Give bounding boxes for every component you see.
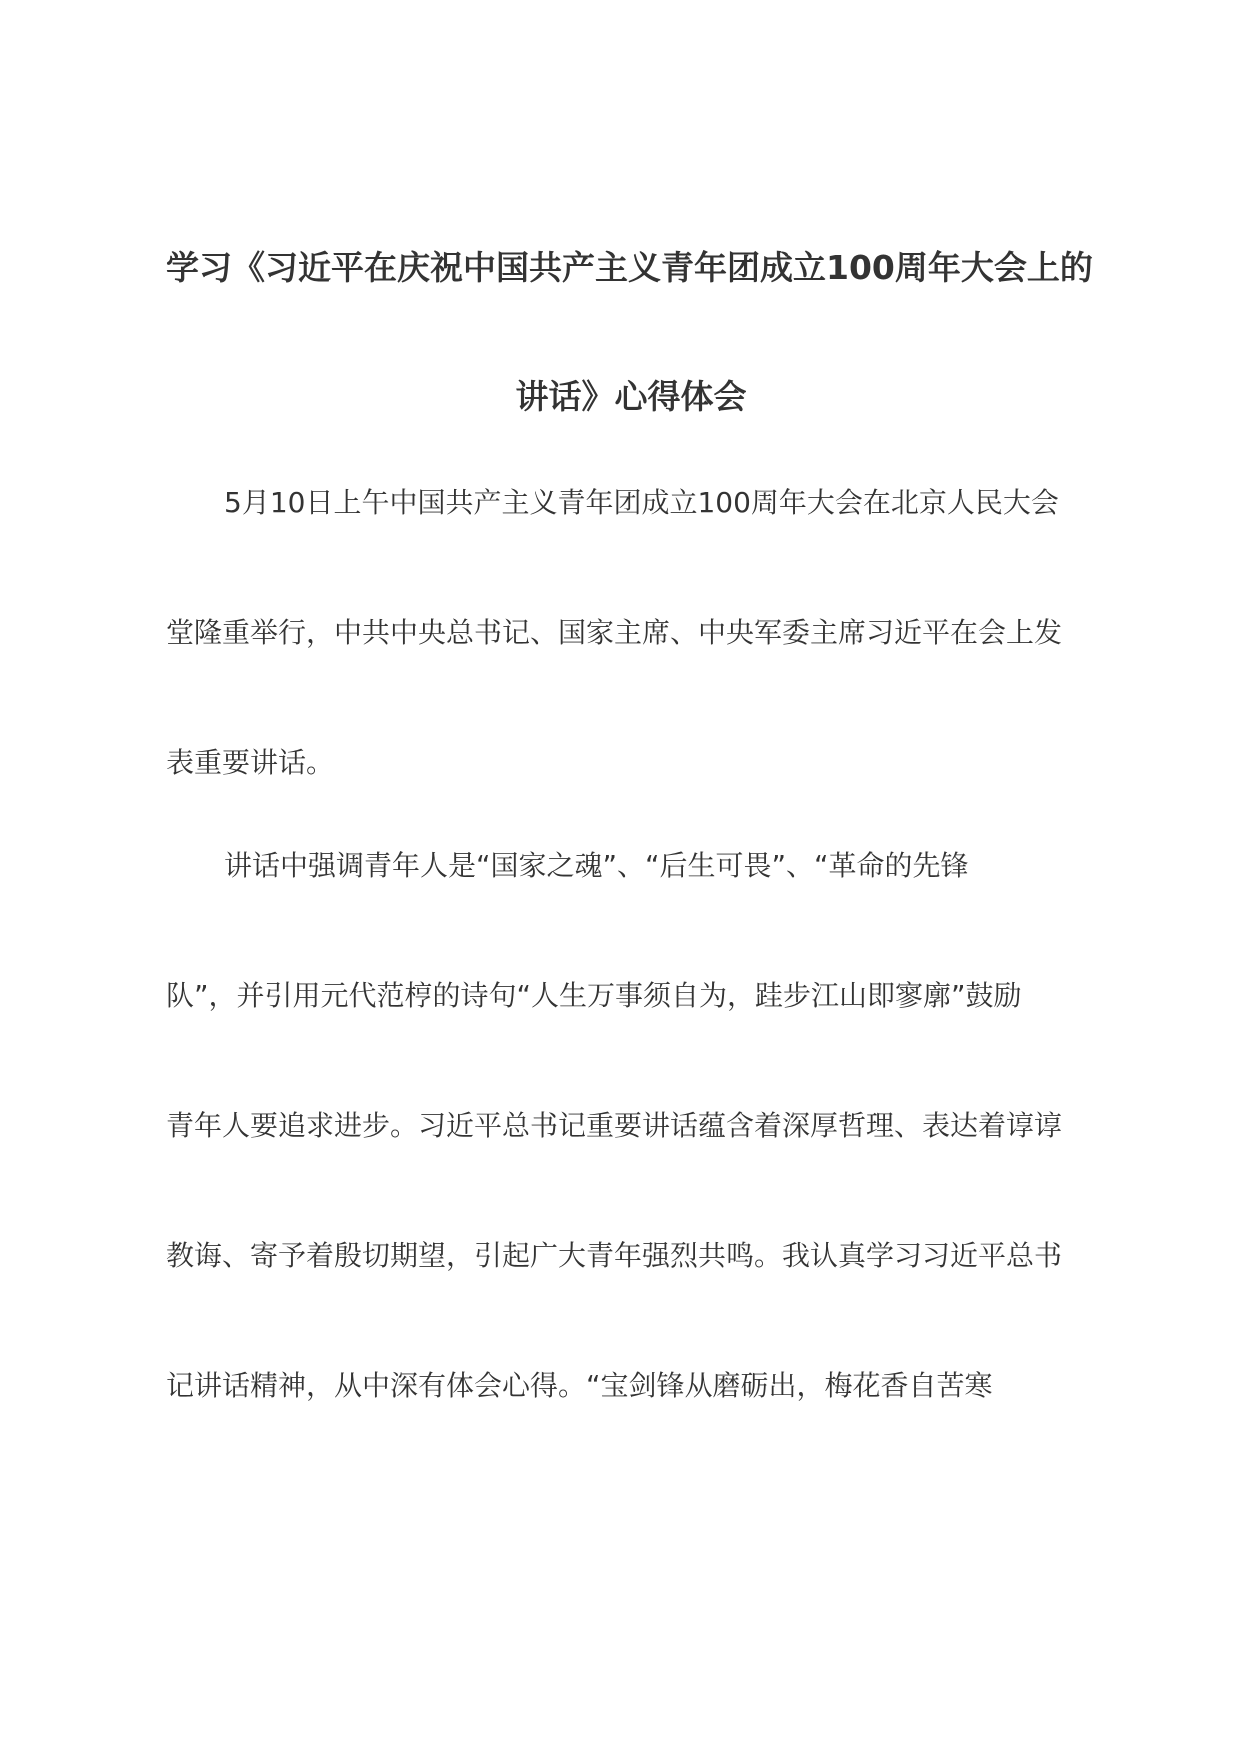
document-title-line-1: 学习《习近平在庆祝中国共产主义青年团成立100周年大会上的 [166,248,1093,287]
paragraph-2-line-5: 记讲话精神，从中深有体会心得。“宝剑锋从磨砺出，梅花香自苦寒 [166,1369,993,1402]
paragraph-2-line-2: 队”，并引用元代范梈的诗句“人生万事须自为，跬步江山即寥廓”鼓励 [166,979,1022,1012]
paragraph-1-line-3: 表重要讲话。 [166,746,335,779]
paragraph-2-line-4: 教诲、寄予着殷切期望，引起广大青年强烈共鸣。我认真学习习近平总书 [166,1239,1063,1272]
paragraph-1-line-1: 5月10日上午中国共产主义青年团成立100周年大会在北京人民大会 [224,486,1059,519]
paragraph-1-line-2: 堂隆重举行，中共中央总书记、国家主席、中央军委主席习近平在会上发 [166,616,1063,649]
document-title-line-2: 讲话》心得体会 [515,377,747,416]
paragraph-2-line-1: 讲话中强调青年人是“国家之魂”、“后生可畏”、“革命的先锋 [224,849,969,882]
paragraph-2-line-3: 青年人要追求进步。习近平总书记重要讲话蕴含着深厚哲理、表达着谆谆 [166,1109,1063,1142]
